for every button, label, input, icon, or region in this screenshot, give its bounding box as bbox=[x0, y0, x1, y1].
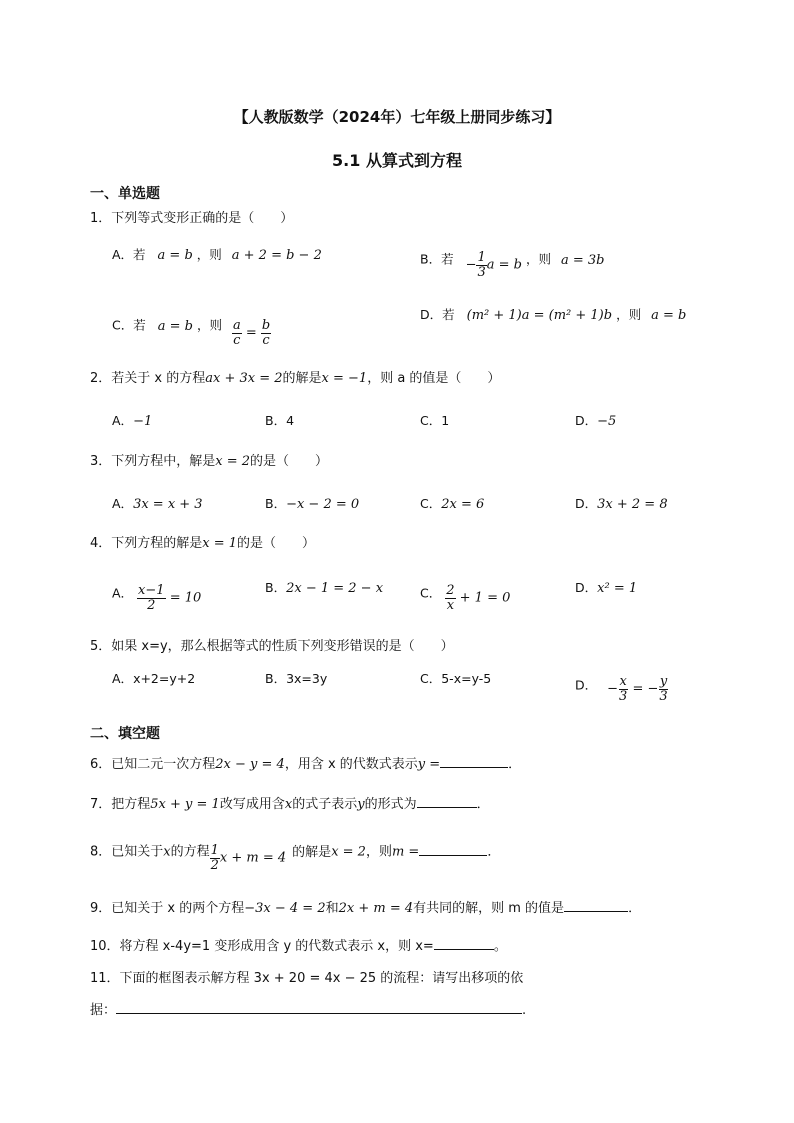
punctuation: ． bbox=[508, 757, 522, 772]
question-11-line-1: 11．下面的框图表示解方程 3x + 20 = 4x − 25 的流程：请写出移项的依 bbox=[90, 971, 524, 986]
q5-option-c bbox=[420, 669, 491, 687]
option-label: B． bbox=[265, 496, 287, 511]
math-expression: −3x − 4 = 2 bbox=[244, 901, 326, 916]
math-variable: x bbox=[163, 844, 171, 860]
option-value: 5-x=y-5 bbox=[441, 671, 492, 686]
page-subtitle: 5.1 从算式到方程 bbox=[332, 151, 462, 170]
math-expression bbox=[210, 844, 287, 872]
section-heading-single-choice: 一、单选题 bbox=[90, 186, 160, 202]
math-expression bbox=[232, 319, 271, 347]
math-term: a = b bbox=[486, 257, 522, 273]
option-text: ，则 bbox=[196, 247, 222, 262]
q2-option-b bbox=[265, 411, 294, 429]
math-sign: − bbox=[465, 257, 477, 273]
math-variable: x bbox=[284, 797, 293, 812]
option-text: ，则 bbox=[525, 251, 551, 267]
question-text: ，则 bbox=[365, 844, 392, 860]
fraction-numerator: x−1 bbox=[138, 583, 165, 598]
punctuation: ． bbox=[628, 901, 642, 916]
fraction-denominator: c bbox=[262, 332, 270, 348]
question-6 bbox=[90, 753, 521, 772]
question-text: 3．下列方程中，解是 bbox=[90, 454, 216, 469]
fraction-denominator: 3 bbox=[659, 688, 668, 704]
question-11-line-2 bbox=[90, 999, 526, 1018]
math-expression: a = 3b bbox=[560, 252, 605, 268]
option-label: D． bbox=[575, 677, 598, 693]
fraction-denominator: 3 bbox=[619, 688, 628, 704]
math-expression: 3x + 2 = 8 bbox=[597, 497, 668, 512]
question-text: 的是（ ） bbox=[250, 454, 329, 469]
answer-blank[interactable] bbox=[417, 795, 477, 808]
q1-option-b bbox=[420, 241, 604, 279]
option-label: A． bbox=[112, 496, 134, 511]
math-term: x + m = 4 bbox=[219, 850, 287, 866]
answer-blank[interactable] bbox=[440, 755, 508, 768]
math-variable: y bbox=[357, 797, 365, 812]
q4-option-b bbox=[265, 578, 383, 596]
option-label: B．若 bbox=[420, 251, 454, 267]
math-expression: x = 2 bbox=[331, 844, 366, 860]
math-expression: −1 bbox=[133, 414, 153, 429]
math-expression: x = 1 bbox=[202, 536, 238, 551]
option-text: ，则 bbox=[616, 307, 642, 322]
option-label: D． bbox=[575, 496, 598, 511]
question-text: 6．已知二元一次方程 bbox=[90, 757, 216, 772]
option-label: C．若 bbox=[112, 317, 146, 333]
question-9 bbox=[90, 897, 641, 916]
option-label: B． bbox=[265, 413, 287, 428]
option-label: C． bbox=[420, 585, 442, 601]
q3-option-c bbox=[420, 494, 484, 512]
punctuation: ． bbox=[487, 844, 501, 860]
fraction-denominator: c bbox=[233, 332, 241, 348]
q1-option-c bbox=[112, 305, 271, 347]
math-expression bbox=[607, 675, 669, 703]
question-text: 改写成用含 bbox=[219, 797, 285, 812]
option-label: A． bbox=[112, 413, 134, 428]
option-label: D．若 bbox=[420, 307, 455, 322]
question-2-stem bbox=[90, 367, 500, 386]
option-value: 1 bbox=[441, 413, 450, 428]
math-expression: (m² + 1)a = (m² + 1)b bbox=[466, 308, 613, 323]
question-10 bbox=[90, 935, 507, 954]
math-term: = 10 bbox=[169, 590, 202, 606]
fraction-numerator: y bbox=[659, 674, 668, 689]
page-title: 【人教版数学（2024年）七年级上册同步练习】 bbox=[233, 108, 561, 126]
option-label: A． bbox=[112, 671, 134, 686]
math-sign: = bbox=[245, 325, 257, 341]
question-text: ，则 a 的值是（ ） bbox=[367, 371, 501, 386]
option-value: 4 bbox=[286, 413, 295, 428]
math-expression: a = b bbox=[157, 248, 193, 263]
question-7 bbox=[90, 793, 490, 812]
q5-option-a bbox=[112, 669, 195, 687]
question-text: 据： bbox=[90, 1003, 117, 1018]
question-text: 4．下列方程的解是 bbox=[90, 536, 203, 551]
question-text: 2．若关于 x 的方程 bbox=[90, 371, 206, 386]
math-expression: a = b bbox=[157, 318, 193, 334]
fraction-denominator: 3 bbox=[477, 264, 486, 280]
q1-option-d bbox=[420, 305, 686, 323]
q1-option-a bbox=[112, 245, 322, 263]
option-label: A． bbox=[112, 585, 134, 601]
math-expression: 2x − 1 = 2 − x bbox=[286, 581, 384, 596]
math-expression bbox=[466, 251, 522, 279]
q2-option-d bbox=[575, 411, 616, 429]
option-label: B． bbox=[265, 671, 287, 686]
option-label: A．若 bbox=[112, 247, 146, 262]
question-text: 的解是 bbox=[292, 844, 332, 860]
answer-blank[interactable] bbox=[434, 937, 494, 950]
q3-option-b bbox=[265, 494, 359, 512]
question-text: 的方程 bbox=[170, 844, 210, 860]
q4-option-a bbox=[112, 576, 201, 612]
fraction-numerator: 1 bbox=[477, 250, 486, 265]
math-expression: x² = 1 bbox=[597, 581, 638, 596]
question-text: 的解是 bbox=[282, 371, 322, 386]
section-heading-fill-blank: 二、填空题 bbox=[90, 726, 160, 742]
math-term: + 1 = 0 bbox=[459, 590, 511, 606]
question-3-stem bbox=[90, 450, 328, 469]
punctuation: 。 bbox=[493, 939, 507, 954]
question-text: 8．已知关于 bbox=[90, 844, 164, 860]
option-value: x+2=y+2 bbox=[133, 671, 196, 686]
math-expression: 3x = x + 3 bbox=[133, 497, 203, 512]
question-text: 的形式为 bbox=[364, 797, 417, 812]
question-text: 和 bbox=[325, 901, 339, 916]
option-label: C． bbox=[420, 496, 442, 511]
q3-option-a bbox=[112, 494, 203, 512]
fraction-denominator: x bbox=[446, 597, 455, 613]
option-label: D． bbox=[575, 580, 598, 595]
math-expression bbox=[137, 584, 201, 612]
option-text: ，则 bbox=[196, 317, 222, 333]
math-expression: y = bbox=[417, 757, 441, 772]
question-text: 10．将方程 x-4y=1 变形成用含 y 的代数式表示 x，则 x= bbox=[90, 939, 434, 954]
math-expression: 5x + y = 1 bbox=[150, 797, 220, 812]
question-text: 9．已知关于 x 的两个方程 bbox=[90, 901, 245, 916]
fraction-numerator: 2 bbox=[446, 583, 455, 598]
question-text: 7．把方程 bbox=[90, 797, 151, 812]
q4-option-c bbox=[420, 576, 510, 612]
q2-option-a bbox=[112, 411, 152, 429]
q5-option-b bbox=[265, 669, 327, 687]
q5-option-d bbox=[575, 669, 669, 703]
question-text: 的是（ ） bbox=[237, 536, 316, 551]
question-4-stem bbox=[90, 532, 315, 551]
math-expression: −5 bbox=[597, 414, 617, 429]
option-label: C． bbox=[420, 413, 442, 428]
answer-blank[interactable] bbox=[116, 1001, 522, 1014]
fraction-numerator: a bbox=[232, 318, 241, 333]
punctuation: ． bbox=[476, 797, 490, 812]
math-sign: − bbox=[607, 681, 619, 697]
question-text: 有共同的解，则 m 的值是 bbox=[413, 901, 565, 916]
punctuation: . bbox=[522, 1003, 527, 1018]
math-expression: ax + 3x = 2 bbox=[205, 371, 283, 386]
option-value: 3x=3y bbox=[286, 671, 328, 686]
math-sign: = − bbox=[632, 681, 659, 697]
fraction-denominator: 2 bbox=[147, 597, 156, 613]
question-1-stem: 1．下列等式变形正确的是（ ） bbox=[90, 211, 294, 226]
math-expression: a = b bbox=[651, 308, 687, 323]
option-label: D． bbox=[575, 413, 598, 428]
question-text: 的式子表示 bbox=[292, 797, 358, 812]
math-expression: 2x − y = 4 bbox=[215, 757, 285, 772]
answer-blank[interactable] bbox=[564, 899, 628, 912]
q2-option-c bbox=[420, 411, 449, 429]
question-5-stem: 5．如果 x=y，那么根据等式的性质下列变形错误的是（ ） bbox=[90, 639, 454, 654]
math-expression: m = bbox=[391, 844, 420, 860]
math-expression: 2x = 6 bbox=[441, 497, 485, 512]
q4-option-d bbox=[575, 578, 637, 596]
question-8 bbox=[90, 832, 500, 872]
option-label: C． bbox=[420, 671, 442, 686]
math-expression: −x − 2 = 0 bbox=[286, 497, 360, 512]
question-text: ，用含 x 的代数式表示 bbox=[284, 757, 418, 772]
fraction-numerator: 1 bbox=[210, 843, 219, 858]
math-expression: a + 2 = b − 2 bbox=[231, 248, 322, 263]
fraction-numerator: x bbox=[619, 674, 627, 689]
option-label: B． bbox=[265, 580, 287, 595]
fraction-denominator: 2 bbox=[210, 857, 219, 873]
q3-option-d bbox=[575, 494, 668, 512]
answer-blank[interactable] bbox=[419, 843, 487, 856]
math-expression: x = −1 bbox=[321, 371, 368, 386]
math-expression bbox=[445, 584, 510, 612]
math-expression: x = 2 bbox=[215, 454, 251, 469]
math-expression: 2x + m = 4 bbox=[338, 901, 414, 916]
fraction-numerator: b bbox=[261, 318, 271, 333]
